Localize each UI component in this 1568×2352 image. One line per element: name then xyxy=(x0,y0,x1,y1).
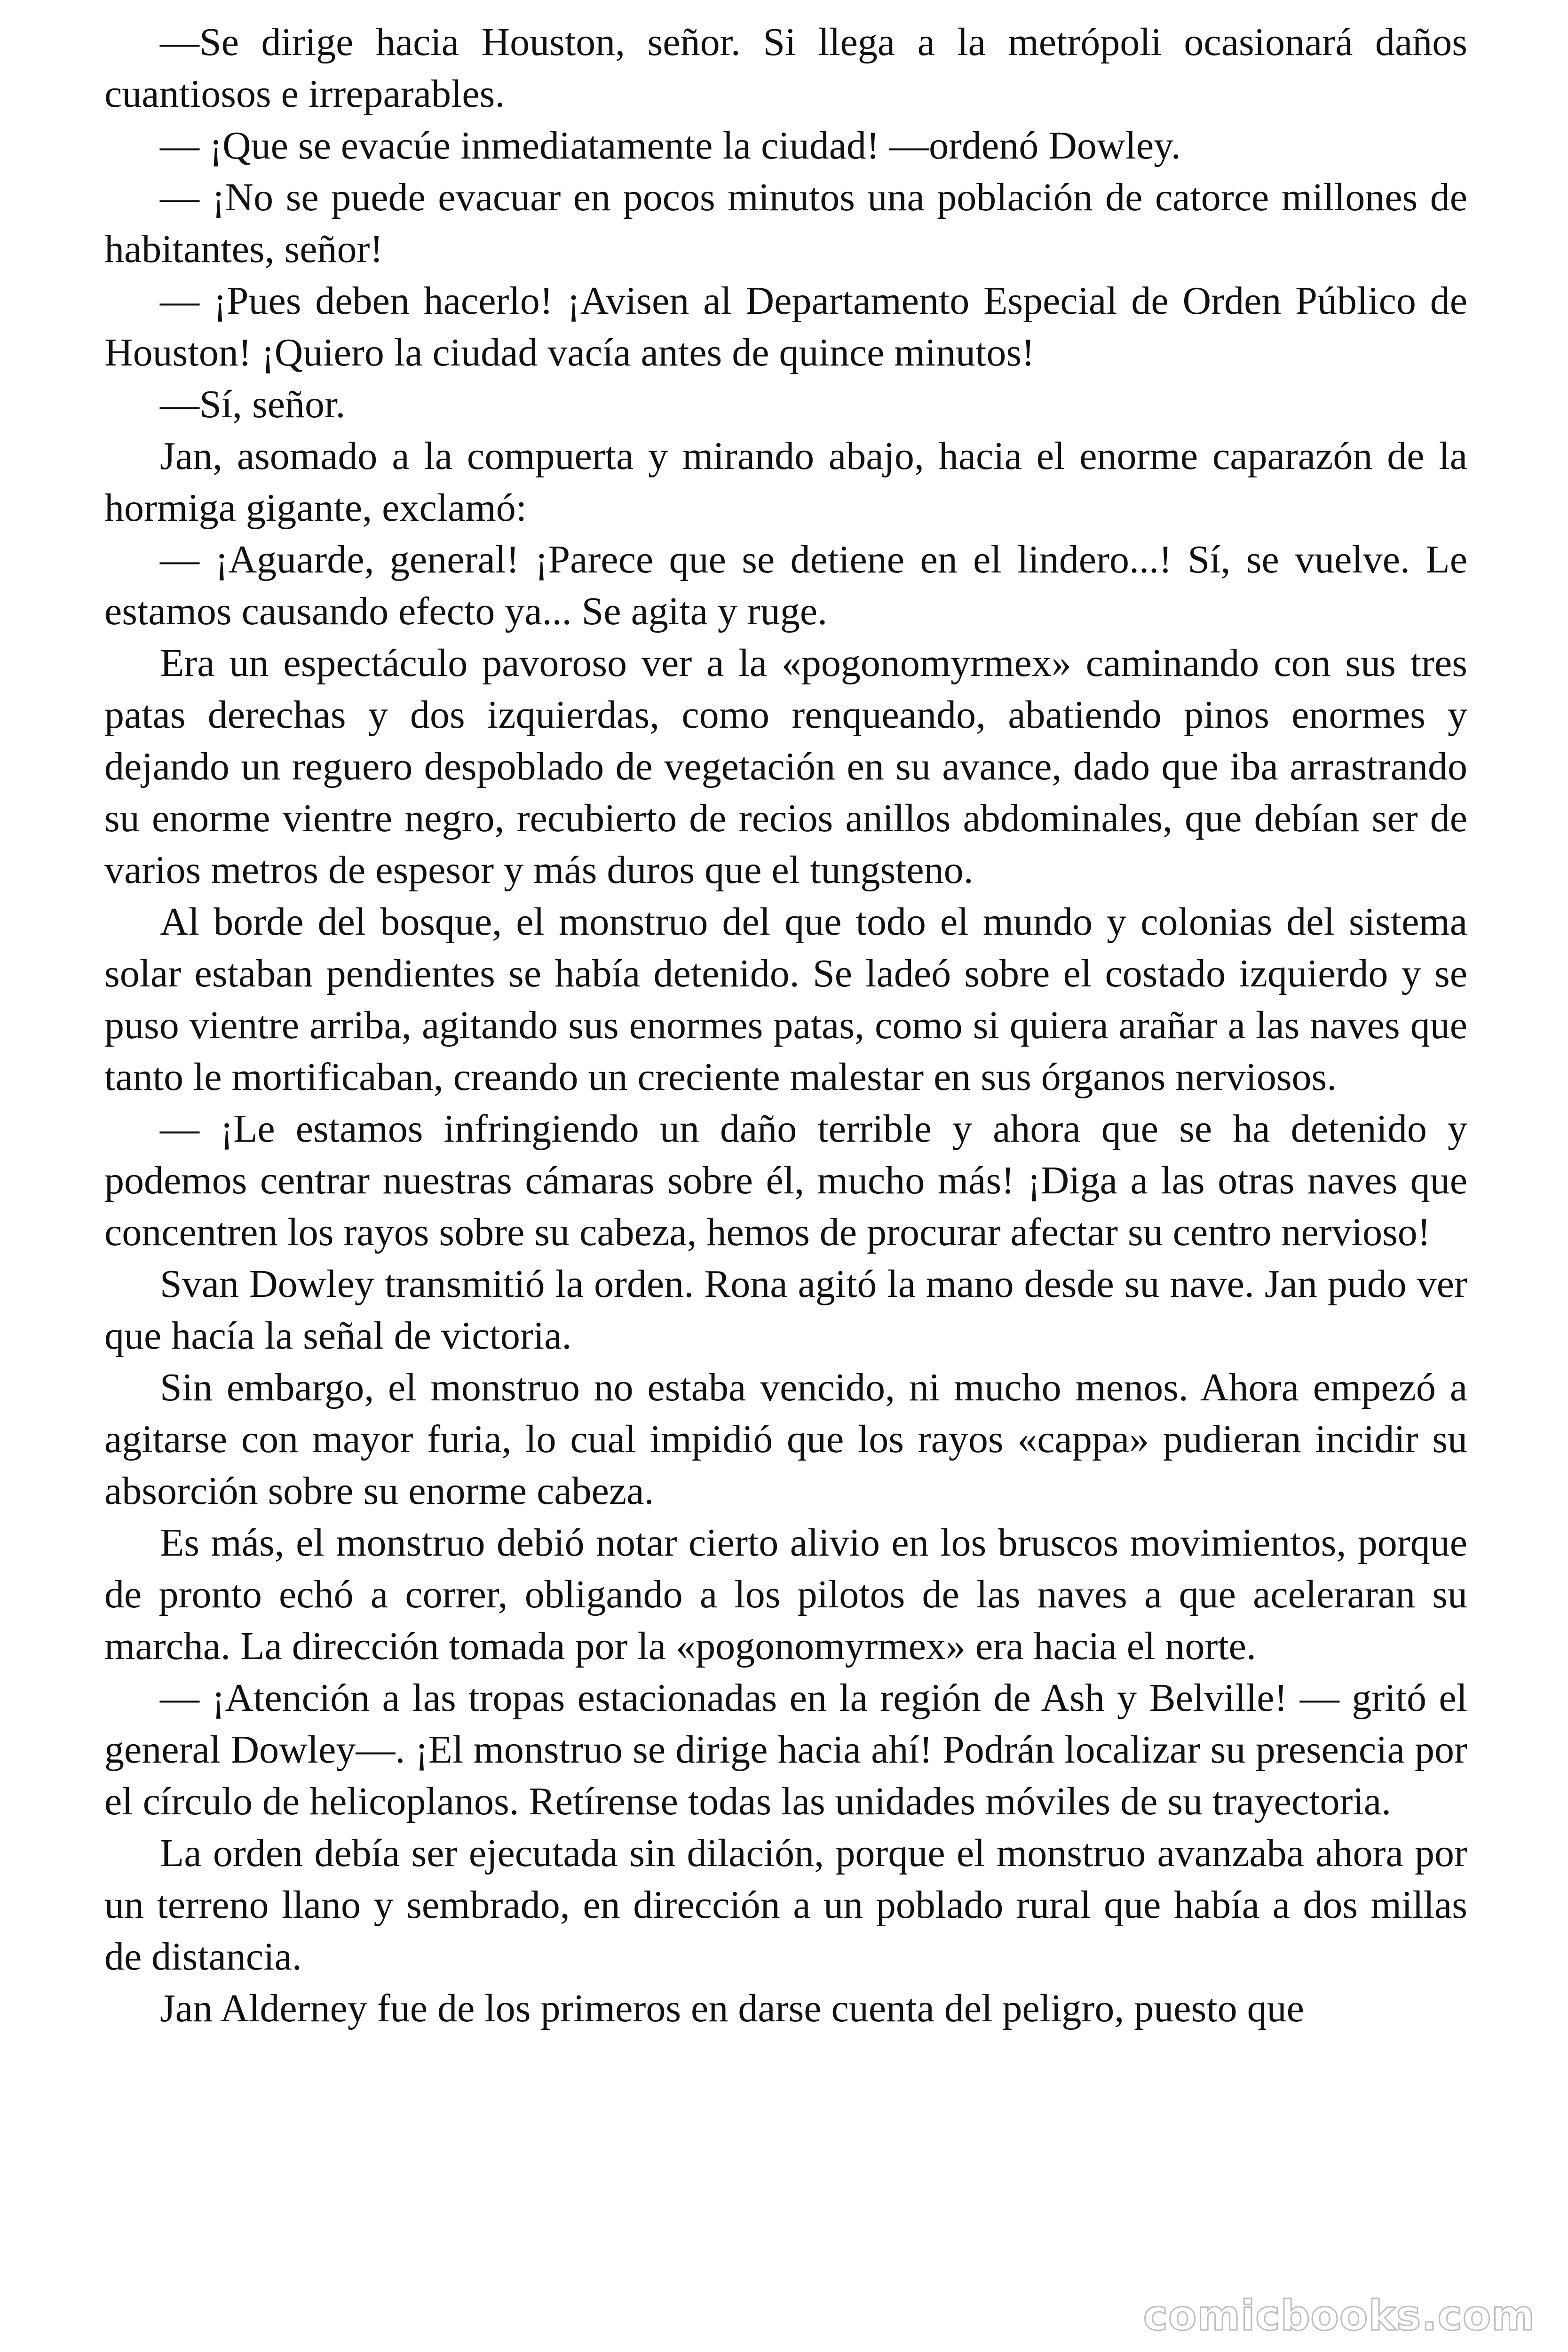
paragraph: Era un espectáculo pavoroso ver a la «pogonomyrmex» caminando con sus tres patas derechas y dos izquierdas, como renqueando, abatiendo pinos enormes y dejando un reguero despoblado de vegetación en su avance, dado que iba arrastrando su enorme vientre negro, recubierto de recios anillos abdominales, que debían ser de varios metros de espesor y más duros que el tungsteno. xyxy=(104,641,1467,892)
body-text xyxy=(104,16,1467,2034)
paragraph: — ¡Pues deben hacerlo! ¡Avisen al Departamento Especial de Orden Público de Houston! ¡Quiero la ciudad vacía antes de quince minutos! xyxy=(104,279,1467,374)
paragraph: Jan Alderney fue de los primeros en darse cuenta del peligro, puesto que xyxy=(160,1986,1304,2030)
paragraph: — ¡Atención a las tropas estacionadas en la región de Ash y Belville! — gritó el general Dowley—. ¡El monstruo se dirige hacia ahí! Podrán localizar su presencia por el círculo de helicoplanos. Retírense todas las unidades móviles de su trayectoria. xyxy=(104,1676,1467,1823)
paragraph: Svan Dowley transmitió la orden. Rona agitó la mano desde su nave. Jan pudo ver que hacía la señal de victoria. xyxy=(104,1262,1467,1358)
paragraph: — ¡Aguarde, general! ¡Parece que se detiene en el lindero...! Sí, se vuelve. Le estamos causando efecto ya... Se agita y ruge. xyxy=(104,538,1467,633)
paragraph: —Se dirige hacia Houston, señor. Si llega a la metrópoli ocasionará daños cuantiosos e irreparables. xyxy=(104,20,1467,116)
paragraph: Jan, asomado a la compuerta y mirando abajo, hacia el enorme caparazón de la hormiga gigante, exclamó: xyxy=(104,434,1467,530)
paragraph: Al borde del bosque, el monstruo del que todo el mundo y colonias del sistema solar estaban pendientes se había detenido. Se ladeó sobre el costado izquierdo y se puso vientre arriba, agitando sus enormes patas, como si quiera arañar a las naves que tanto le mortificaban, creando un creciente malestar en sus órganos nerviosos. xyxy=(104,900,1467,1099)
paragraph: Sin embargo, el monstruo no estaba vencido, ni mucho menos. Ahora empezó a agitarse con mayor furia, lo cual impidió que los rayos «cappa» pudieran incidir su absorción sobre su enorme cabeza. xyxy=(104,1366,1467,1513)
watermark: comicbooks.com xyxy=(1143,2291,1535,2340)
paragraph: La orden debía ser ejecutada sin dilación, porque el monstruo avanzaba ahora por un terreno llano y sembrado, en dirección a un poblado rural que había a dos millas de distancia. xyxy=(104,1831,1467,1979)
paragraph: — ¡Le estamos infringiendo un daño terrible y ahora que se ha detenido y podemos centrar nuestras cámaras sobre él, mucho más! ¡Diga a las otras naves que concentren los rayos sobre su cabeza, hemos de procurar afectar su centro nervioso! xyxy=(104,1107,1467,1254)
paragraph: — ¡No se puede evacuar en pocos minutos una población de catorce millones de habitantes, señor! xyxy=(104,175,1467,271)
paragraph: — ¡Que se evacúe inmediatamente la ciudad! —ordenó Dowley. xyxy=(160,124,1181,167)
paragraph: —Sí, señor. xyxy=(160,382,346,426)
paragraph: Es más, el monstruo debió notar cierto alivio en los bruscos movimientos, porque de pronto echó a correr, obligando a los pilotos de las naves a que aceleraran su marcha. La dirección tomada por la «pogonomyrmex» era hacia el norte. xyxy=(104,1521,1467,1668)
